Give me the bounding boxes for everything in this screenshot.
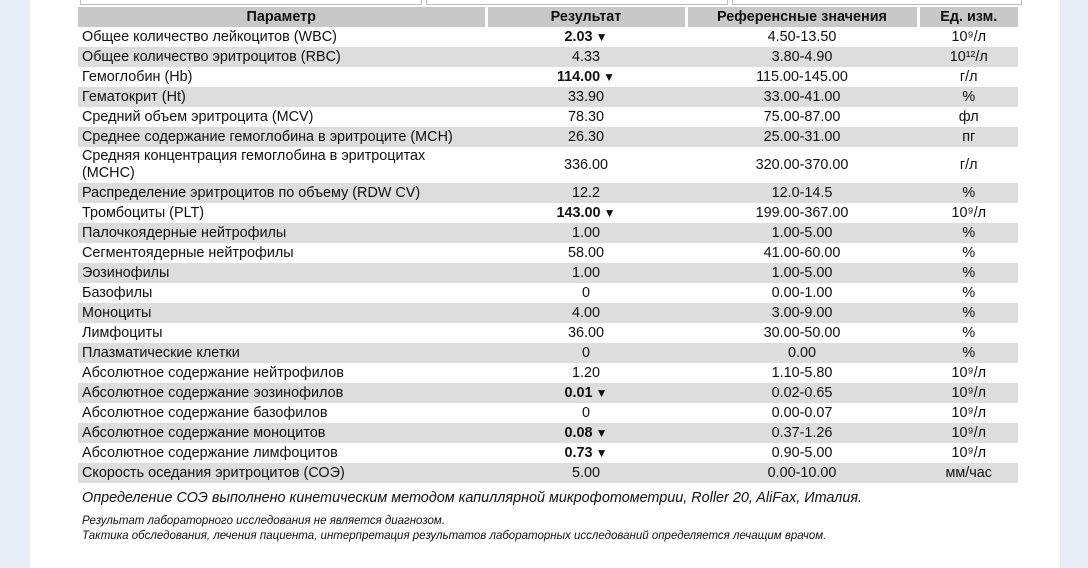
results-table [78,7,1018,483]
unit-cell: г/л [959,68,978,85]
result-cell [486,87,686,107]
table-row [78,303,1018,323]
result-value: 12.2 [571,184,600,201]
table-row [78,423,1018,443]
table-row [78,263,1018,283]
param-cell: Палочкоядерные нейтрофилы [78,223,486,243]
unit-cell: % [918,303,1018,323]
result-value: 0 [581,284,590,301]
table-header-row [78,7,1018,27]
table-row [78,283,1018,303]
table-row [78,463,1018,483]
result-value: 36.00 [567,324,604,341]
header-param: Параметр [78,7,486,27]
reference-cell: 115.00-145.00 [756,68,848,85]
result-value: 0.08 [564,424,593,441]
result-cell [486,403,686,423]
unit-cell: 10¹²/л [918,47,1018,67]
reference-cell: 3.00-9.00 [686,303,918,323]
header-reference: Референсные значения [686,7,918,27]
result-cell [486,27,686,47]
table-row [78,87,1018,107]
unit-cell: % [918,263,1018,283]
result-value: 4.00 [571,304,600,321]
result-value: 0 [581,404,590,421]
unit-cell: 10⁹/л [918,383,1018,403]
reference-cell: 0.00 [686,343,918,363]
low-flag-arrow-icon: ▼ [595,29,608,44]
result-cell [486,127,686,147]
unit-cell: 10⁹/л [951,444,987,461]
param-cell: Средняя концентрация гемоглобина в эритроцитах (MCHC) [82,148,426,181]
reference-cell: 0.90-5.00 [771,444,833,461]
unit-cell: % [962,244,976,261]
reference-cell: 4.50-13.50 [767,28,837,45]
reference-cell: 12.0-14.5 [686,183,918,203]
reference-cell: 1.00-5.00 [686,223,918,243]
table-row [78,147,1018,183]
param-cell: Лимфоциты [82,324,163,341]
table-row [78,223,1018,243]
reference-cell: 75.00-87.00 [763,108,841,125]
previous-cell [80,0,422,5]
unit-cell: % [962,324,976,341]
reference-cell: 0.37-1.26 [686,423,918,443]
result-value: 26.30 [567,128,604,145]
previous-table-edge [80,0,1020,4]
result-value: 2.03 [564,28,593,45]
reference-cell: 25.00-31.00 [686,127,918,147]
table-row [78,243,1018,263]
result-cell [486,463,686,483]
unit-cell: 10⁹/л [951,204,987,221]
unit-cell: % [918,183,1018,203]
previous-cell [732,0,1022,5]
unit-cell: пг [918,127,1018,147]
reference-cell: 0.02-0.65 [686,383,918,403]
result-cell [486,47,686,67]
result-cell [486,343,686,363]
unit-cell: 10⁹/л [918,423,1018,443]
result-value: 1.00 [571,224,600,241]
param-cell: Общее количество лейкоцитов (WBC) [82,28,337,45]
result-cell [486,423,686,443]
table-row [78,323,1018,343]
unit-cell: % [962,284,976,301]
result-cell [486,223,686,243]
reference-cell: 33.00-41.00 [686,87,918,107]
result-value: 336.00 [563,156,608,173]
param-cell: Абсолютное содержание базофилов [82,404,328,421]
result-cell [486,243,686,263]
result-value: 0.73 [564,444,593,461]
param-cell: Среднее содержание гемоглобина в эритроците (MCH) [78,127,486,147]
table-row [78,27,1018,47]
low-flag-arrow-icon: ▼ [595,445,608,460]
disclaimer-line: Результат лабораторного исследования не является диагнозом. [82,515,446,527]
reference-cell: 30.00-50.00 [763,324,841,341]
param-cell: Моноциты [78,303,486,323]
reference-cell: 1.10-5.80 [771,364,833,381]
param-cell: Абсолютное содержание лимфоцитов [82,444,338,461]
result-cell [486,67,686,87]
unit-cell: % [918,87,1018,107]
table-row [78,383,1018,403]
result-cell [486,183,686,203]
unit-cell: фл [958,108,979,125]
reference-cell: 199.00-367.00 [755,204,849,221]
table-row [78,127,1018,147]
result-cell [486,147,686,183]
low-flag-arrow-icon: ▼ [595,425,608,440]
reference-cell: 1.00-5.00 [686,263,918,283]
param-cell: Тромбоциты (PLT) [82,204,205,221]
report-page [30,0,1060,568]
result-cell [486,203,686,223]
result-cell [486,107,686,127]
result-value: 0 [581,344,590,361]
result-cell [486,383,686,403]
reference-cell: 320.00-370.00 [755,156,849,173]
param-cell: Базофилы [82,284,153,301]
param-cell: Скорость оседания эритроцитов (СОЭ) [78,463,486,483]
param-cell: Эозинофилы [78,263,486,283]
result-value: 114.00 [556,68,601,85]
result-cell [486,303,686,323]
reference-cell: 0.00-1.00 [771,284,833,301]
table-row [78,203,1018,223]
low-flag-arrow-icon: ▼ [603,205,616,220]
param-cell: Распределение эритроцитов по объему (RDW CV) [78,183,486,203]
result-cell [486,443,686,463]
param-cell: Гематокрит (Ht) [78,87,486,107]
unit-cell: 10⁹/л [951,404,987,421]
result-cell [486,263,686,283]
param-cell: Абсолютное содержание эозинофилов [78,383,486,403]
unit-cell: % [918,223,1018,243]
reference-cell: 0.00-10.00 [686,463,918,483]
result-value: 33.90 [567,88,604,105]
param-cell: Гемоглобин (Hb) [82,68,193,85]
result-cell [486,323,686,343]
table-row [78,67,1018,87]
result-value: 1.00 [571,264,600,281]
result-value: 0.01 [564,384,593,401]
disclaimer [82,514,826,544]
param-cell: Абсолютное содержание моноцитов [78,423,486,443]
reference-cell: 0.00-0.07 [771,404,833,421]
header-unit: Ед. изм. [918,7,1018,27]
param-cell: Общее количество эритроцитов (RBC) [78,47,486,67]
result-value: 58.00 [567,244,604,261]
result-value: 4.33 [571,48,600,65]
param-cell: Сегментоядерные нейтрофилы [82,244,294,261]
unit-cell: г/л [959,156,978,173]
result-value: 5.00 [571,464,600,481]
param-cell: Абсолютное содержание нейтрофилов [82,364,344,381]
reference-cell: 41.00-60.00 [763,244,841,261]
table-row [78,107,1018,127]
unit-cell: % [918,343,1018,363]
table-row [78,343,1018,363]
table-row [78,443,1018,463]
param-cell: Средний объем эритроцита (MCV) [82,108,314,125]
table-row [78,183,1018,203]
header-result: Результат [486,7,686,27]
table-row [78,403,1018,423]
result-value: 1.20 [571,364,600,381]
unit-cell: мм/час [918,463,1018,483]
result-cell [486,363,686,383]
disclaimer-line: Тактика обследования, лечения пациента, интерпретация результатов лабораторных исследований определяется лечащим врачом. [82,530,827,542]
table-row [78,363,1018,383]
param-cell: Плазматические клетки [78,343,486,363]
result-value: 143.00 [556,204,601,221]
low-flag-arrow-icon: ▼ [595,385,608,400]
unit-cell: 10⁹/л [951,28,987,45]
result-cell [486,283,686,303]
unit-cell: 10⁹/л [951,364,987,381]
previous-cell [426,0,728,5]
method-note: Определение СОЭ выполнено кинетическим методом капиллярной микрофотометрии, Roller 20, AliFax, Италия. [82,490,863,506]
table-row [78,47,1018,67]
result-value: 78.30 [567,108,604,125]
reference-cell: 3.80-4.90 [686,47,918,67]
low-flag-arrow-icon: ▼ [603,69,616,84]
